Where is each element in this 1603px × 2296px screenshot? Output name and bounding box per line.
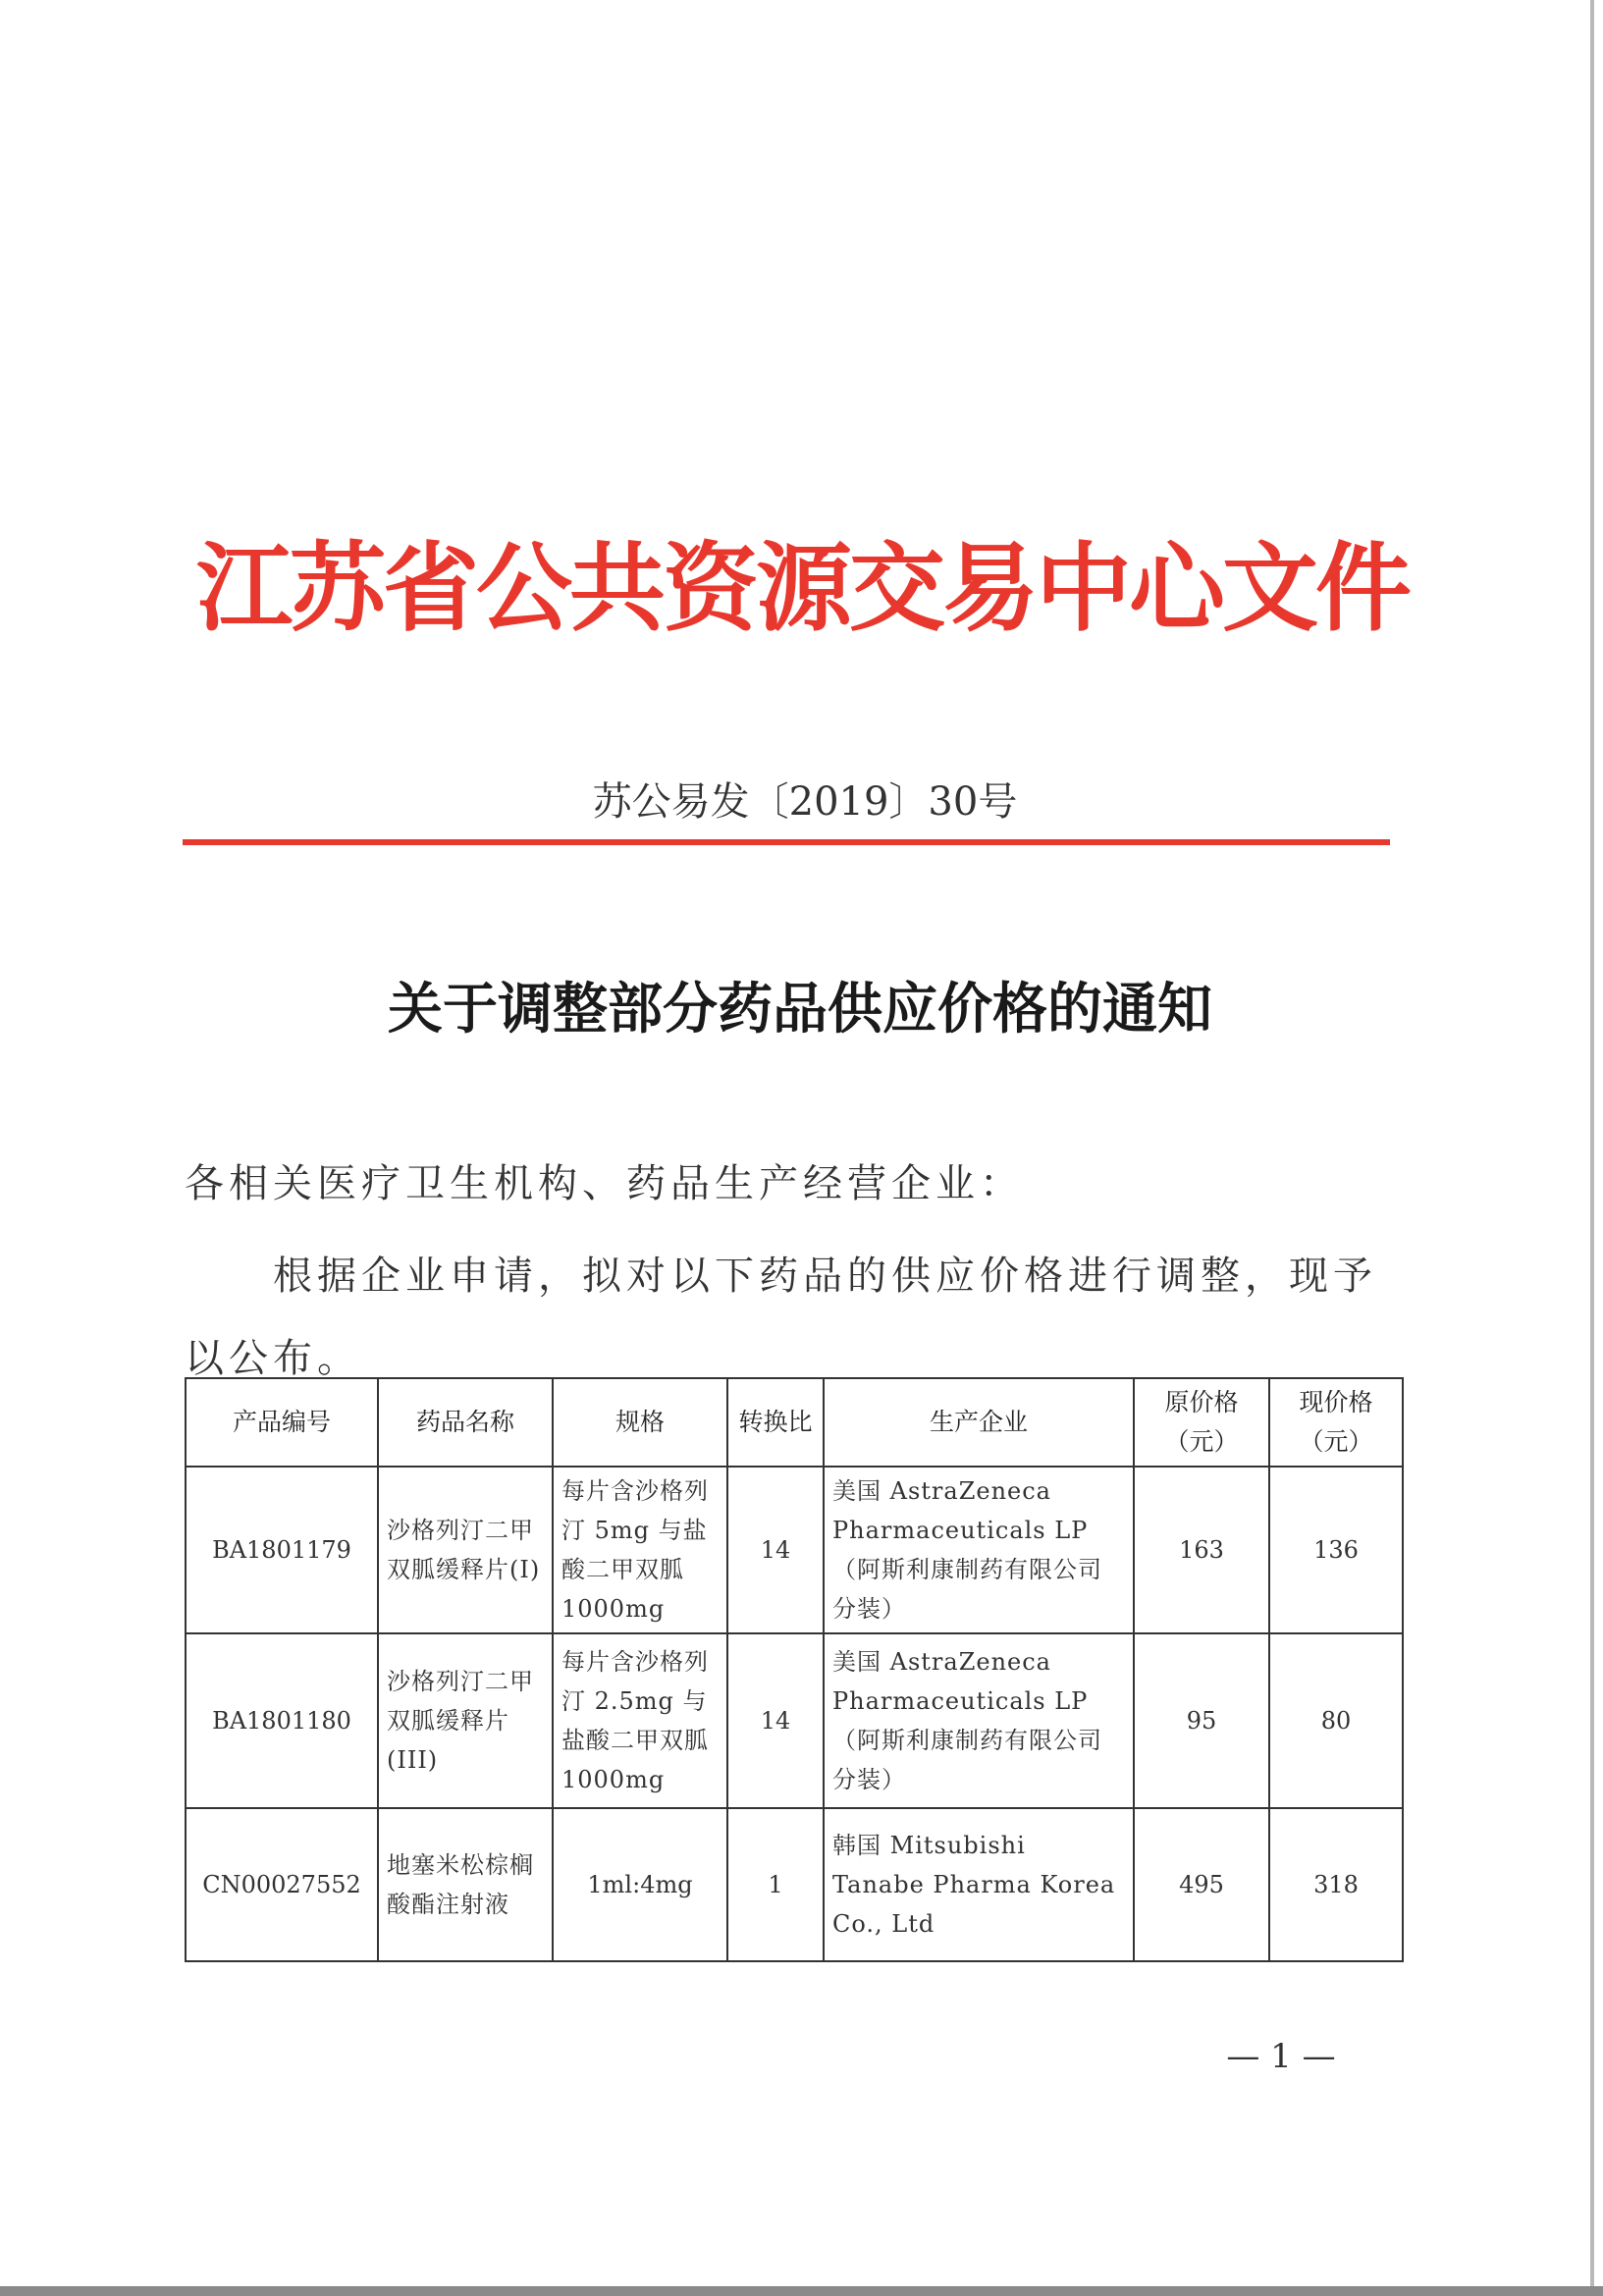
header-name: 药品名称 bbox=[378, 1378, 553, 1467]
cell-old-price: 95 bbox=[1134, 1633, 1269, 1808]
cell-code: BA1801180 bbox=[186, 1633, 378, 1808]
table-row bbox=[186, 1467, 1403, 1633]
cell-new-price: 136 bbox=[1269, 1467, 1403, 1633]
cell-name: 沙格列汀二甲双胍缓释片(I) bbox=[378, 1467, 553, 1633]
cell-ratio: 14 bbox=[727, 1467, 824, 1633]
header-old-price: 原价格（元） bbox=[1134, 1378, 1269, 1467]
scan-edge-bottom bbox=[0, 2286, 1603, 2296]
document-number: 苏公易发〔2019〕30号 bbox=[592, 779, 1018, 825]
price-table bbox=[185, 1377, 1404, 1962]
body-paragraph: 根据企业申请，拟对以下药品的供应价格进行调整，现予以公布。 bbox=[185, 1254, 1377, 1381]
cell-code: CN00027552 bbox=[186, 1808, 378, 1961]
cell-old-price: 163 bbox=[1134, 1467, 1269, 1633]
header-ratio: 转换比 bbox=[727, 1378, 824, 1467]
table-header-row bbox=[186, 1378, 1403, 1467]
header-spec: 规格 bbox=[553, 1378, 727, 1467]
cell-old-price: 495 bbox=[1134, 1808, 1269, 1961]
salutation: 各相关医疗卫生机构、药品生产经营企业： bbox=[185, 1161, 1024, 1206]
header-code: 产品编号 bbox=[186, 1378, 378, 1467]
cell-maker: 美国 AstraZeneca Pharmaceuticals LP（阿斯利康制药有限公司分装） bbox=[824, 1467, 1134, 1633]
cell-ratio: 1 bbox=[727, 1808, 824, 1961]
page-number: — 1 — bbox=[1226, 2037, 1336, 2076]
masthead-title: 江苏省公共资源交易中心文件 bbox=[196, 533, 1410, 645]
cell-name: 地塞米松棕榈酸酯注射液 bbox=[378, 1808, 553, 1961]
header-maker: 生产企业 bbox=[824, 1378, 1134, 1467]
cell-name: 沙格列汀二甲双胍缓释片(III) bbox=[378, 1633, 553, 1808]
cell-spec: 每片含沙格列汀 2.5mg 与盐酸二甲双胍 1000mg bbox=[553, 1633, 727, 1808]
cell-new-price: 318 bbox=[1269, 1808, 1403, 1961]
cell-new-price: 80 bbox=[1269, 1633, 1403, 1808]
cell-spec: 每片含沙格列汀 5mg 与盐酸二甲双胍 1000mg bbox=[553, 1467, 727, 1633]
notice-title: 关于调整部分药品供应价格的通知 bbox=[388, 977, 1212, 1041]
cell-code: BA1801179 bbox=[186, 1467, 378, 1633]
table-row bbox=[186, 1633, 1403, 1808]
cell-spec: 1ml:4mg bbox=[553, 1808, 727, 1961]
cell-maker: 韩国 Mitsubishi Tanabe Pharma Korea Co., Ltd bbox=[824, 1808, 1134, 1961]
red-divider bbox=[183, 839, 1390, 845]
table-row bbox=[186, 1808, 1403, 1961]
cell-maker: 美国 AstraZeneca Pharmaceuticals LP（阿斯利康制药有限公司分装） bbox=[824, 1633, 1134, 1808]
header-new-price: 现价格（元） bbox=[1269, 1378, 1403, 1467]
scan-edge-right bbox=[1590, 0, 1594, 2296]
cell-ratio: 14 bbox=[727, 1633, 824, 1808]
